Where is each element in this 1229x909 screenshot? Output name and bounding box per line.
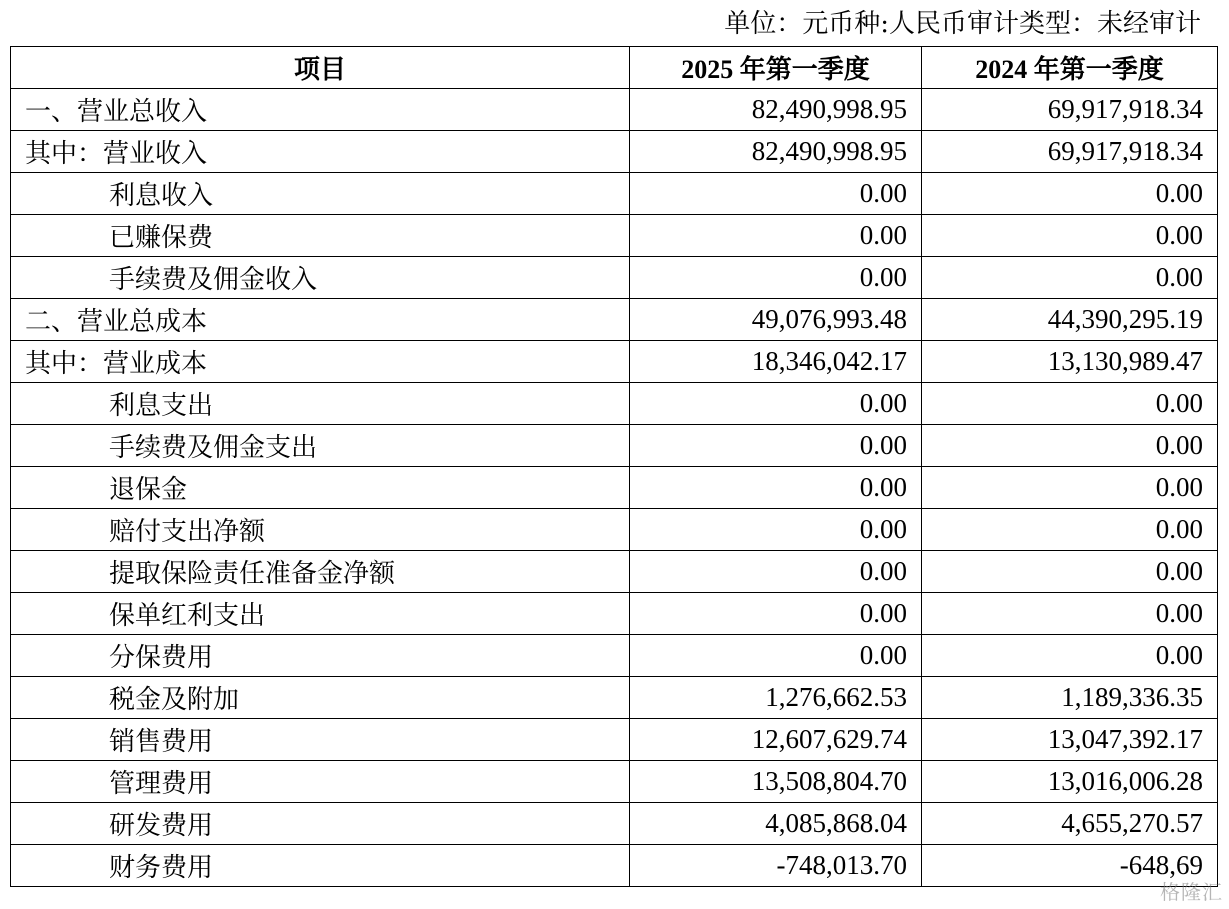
table-row xyxy=(11,299,1218,341)
table-row xyxy=(11,551,1218,593)
table-row xyxy=(11,89,1218,131)
value-2024q1: 69,917,918.34 xyxy=(922,89,1218,131)
value-2025q1: 0.00 xyxy=(630,173,922,215)
value-2024q1: 0.00 xyxy=(922,635,1218,677)
table-row xyxy=(11,761,1218,803)
value-2024q1: 0.00 xyxy=(922,173,1218,215)
row-label: 利息支出 xyxy=(11,383,630,425)
row-label: 研发费用 xyxy=(11,803,630,845)
value-2025q1: 49,076,993.48 xyxy=(630,299,922,341)
value-2025q1: 0.00 xyxy=(630,551,922,593)
value-2025q1: 0.00 xyxy=(630,425,922,467)
value-2024q1: 1,189,336.35 xyxy=(922,677,1218,719)
table-row xyxy=(11,383,1218,425)
value-2025q1: 82,490,998.95 xyxy=(630,131,922,173)
row-label: 提取保险责任准备金净额 xyxy=(11,551,630,593)
row-label: 其中：营业成本 xyxy=(11,341,630,383)
table-row xyxy=(11,341,1218,383)
table-row xyxy=(11,509,1218,551)
watermark-logo: 格隆汇 xyxy=(1160,880,1223,904)
value-2025q1: 0.00 xyxy=(630,215,922,257)
table-row xyxy=(11,215,1218,257)
value-2025q1: 18,346,042.17 xyxy=(630,341,922,383)
row-label: 手续费及佣金支出 xyxy=(11,425,630,467)
value-2024q1: -648,69 xyxy=(922,845,1218,887)
row-label: 退保金 xyxy=(11,467,630,509)
value-2024q1: 0.00 xyxy=(922,215,1218,257)
row-label: 手续费及佣金收入 xyxy=(11,257,630,299)
value-2025q1: 13,508,804.70 xyxy=(630,761,922,803)
value-2024q1: 4,655,270.57 xyxy=(922,803,1218,845)
table-row xyxy=(11,467,1218,509)
value-2025q1: 0.00 xyxy=(630,635,922,677)
value-2025q1: 82,490,998.95 xyxy=(630,89,922,131)
value-2025q1: 0.00 xyxy=(630,593,922,635)
table-row xyxy=(11,173,1218,215)
column-header-2025q1: 2025 年第一季度 xyxy=(630,47,922,89)
unit-currency-audit-line: 单位：元币种:人民币审计类型：未经审计 xyxy=(724,9,1201,39)
row-label: 利息收入 xyxy=(11,173,630,215)
value-2025q1: 1,276,662.53 xyxy=(630,677,922,719)
value-2025q1: 0.00 xyxy=(630,383,922,425)
row-label: 分保费用 xyxy=(11,635,630,677)
value-2024q1: 0.00 xyxy=(922,383,1218,425)
value-2025q1: 12,607,629.74 xyxy=(630,719,922,761)
table-row xyxy=(11,131,1218,173)
value-2025q1: 4,085,868.04 xyxy=(630,803,922,845)
row-label: 其中：营业收入 xyxy=(11,131,630,173)
row-label: 赔付支出净额 xyxy=(11,509,630,551)
value-2024q1: 13,130,989.47 xyxy=(922,341,1218,383)
row-label: 销售费用 xyxy=(11,719,630,761)
table-row xyxy=(11,635,1218,677)
row-label: 财务费用 xyxy=(11,845,630,887)
table-row xyxy=(11,593,1218,635)
row-label: 税金及附加 xyxy=(11,677,630,719)
table-row xyxy=(11,803,1218,845)
column-header-item: 项目 xyxy=(11,47,630,89)
value-2024q1: 13,016,006.28 xyxy=(922,761,1218,803)
value-2024q1: 0.00 xyxy=(922,467,1218,509)
table-row xyxy=(11,845,1218,887)
table-row xyxy=(11,719,1218,761)
value-2025q1: -748,013.70 xyxy=(630,845,922,887)
value-2024q1: 13,047,392.17 xyxy=(922,719,1218,761)
row-label: 管理费用 xyxy=(11,761,630,803)
column-header-2024q1: 2024 年第一季度 xyxy=(922,47,1218,89)
value-2024q1: 69,917,918.34 xyxy=(922,131,1218,173)
value-2024q1: 0.00 xyxy=(922,425,1218,467)
value-2025q1: 0.00 xyxy=(630,257,922,299)
table-row xyxy=(11,257,1218,299)
row-label: 已赚保费 xyxy=(11,215,630,257)
row-label: 保单红利支出 xyxy=(11,593,630,635)
value-2024q1: 44,390,295.19 xyxy=(922,299,1218,341)
row-label: 一、营业总收入 xyxy=(11,89,630,131)
row-label: 二、营业总成本 xyxy=(11,299,630,341)
value-2024q1: 0.00 xyxy=(922,257,1218,299)
table-row xyxy=(11,425,1218,467)
value-2024q1: 0.00 xyxy=(922,551,1218,593)
value-2024q1: 0.00 xyxy=(922,509,1218,551)
table-header-row xyxy=(11,47,1218,89)
value-2025q1: 0.00 xyxy=(630,467,922,509)
value-2024q1: 0.00 xyxy=(922,593,1218,635)
table-row xyxy=(11,677,1218,719)
value-2025q1: 0.00 xyxy=(630,509,922,551)
income-statement-table xyxy=(10,46,1218,887)
